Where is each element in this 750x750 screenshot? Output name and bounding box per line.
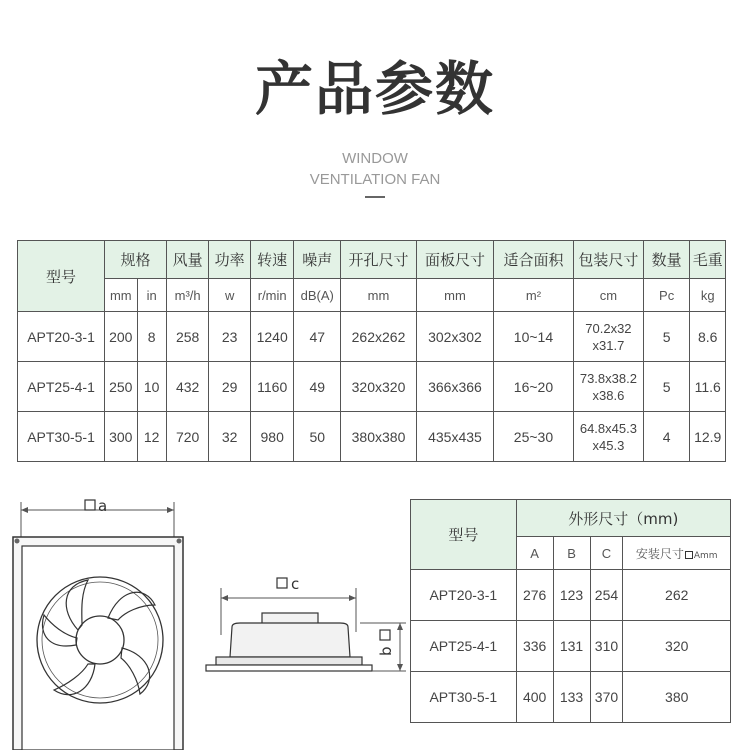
dim-cell-a: 336	[516, 621, 553, 672]
label-b: b	[377, 646, 395, 656]
spec-cell-airflow: 258	[166, 312, 209, 362]
spec-cell-power: 23	[209, 312, 251, 362]
dim-header-group: 外形尺寸（mm)	[516, 500, 730, 537]
dim-cell-c: 370	[590, 672, 623, 723]
spec-header-airflow: 风量	[166, 241, 209, 279]
package-line-2: x31.7	[592, 337, 625, 353]
dim-cell-b: 131	[553, 621, 590, 672]
spec-cell-power: 32	[209, 412, 251, 462]
package-line-1: 73.8x38.2	[579, 370, 637, 386]
spec-cell-speed: 980	[250, 412, 294, 462]
spec-unit: Pc	[643, 279, 690, 312]
spec-cell-airflow: 720	[166, 412, 209, 462]
subtitle-line-1: WINDOW	[342, 150, 408, 167]
spec-unit: r/min	[250, 279, 294, 312]
spec-cell-package	[573, 312, 643, 362]
dim-cell-mount: 380	[623, 672, 731, 723]
spec-cell-in: 8	[137, 312, 166, 362]
dim-row	[411, 672, 731, 723]
spec-row	[18, 362, 726, 412]
spec-cell-model: APT30-5-1	[18, 412, 105, 462]
spec-header-speed: 转速	[250, 241, 294, 279]
mount-label: 安装尺寸	[635, 546, 684, 561]
dim-row	[411, 621, 731, 672]
spec-cell-model: APT25-4-1	[18, 362, 105, 412]
package-line-1: 70.2x32	[585, 320, 632, 336]
dim-col-b: B	[553, 537, 590, 570]
package-line-2: x45.3	[592, 437, 625, 453]
spec-cell-noise: 47	[294, 312, 341, 362]
spec-cell-weight: 8.6	[690, 312, 726, 362]
subtitle-line-2: VENTILATION FAN	[309, 171, 441, 188]
spec-cell-airflow: 432	[166, 362, 209, 412]
fan-side-view	[206, 613, 372, 671]
spec-cell-speed: 1160	[250, 362, 294, 412]
spec-header-panel: 面板尺寸	[416, 241, 493, 279]
spec-row	[18, 412, 726, 462]
spec-cell-opening: 380x380	[341, 412, 417, 462]
spec-row	[18, 312, 726, 362]
label-c: c	[291, 575, 300, 593]
dim-cell-model: APT25-4-1	[411, 621, 517, 672]
spec-cell-panel: 302x302	[416, 312, 493, 362]
spec-cell-noise: 50	[294, 412, 341, 462]
spec-cell-opening: 320x320	[341, 362, 417, 412]
dimension-b	[360, 623, 406, 671]
spec-cell-weight: 12.9	[690, 412, 726, 462]
spec-header-noise: 噪声	[294, 241, 341, 279]
dim-cell-model: APT30-5-1	[411, 672, 517, 723]
dim-col-c: C	[590, 537, 623, 570]
spec-cell-in: 12	[137, 412, 166, 462]
dim-col-mount	[623, 537, 731, 570]
dim-cell-a: 400	[516, 672, 553, 723]
fan-dimension-drawing	[0, 480, 410, 750]
spec-cell-qty: 4	[643, 412, 690, 462]
label-a: a	[98, 497, 108, 515]
dim-header-row	[411, 500, 731, 537]
dim-header-model: 型号	[411, 500, 517, 570]
spec-header-opening: 开孔尺寸	[341, 241, 417, 279]
spec-unit: m³/h	[166, 279, 209, 312]
spec-cell-mm: 200	[105, 312, 137, 362]
spec-unit: m²	[493, 279, 573, 312]
spec-header-row	[18, 241, 726, 279]
spec-unit: w	[209, 279, 251, 312]
spec-unit: in	[137, 279, 166, 312]
spec-cell-qty: 5	[643, 312, 690, 362]
spec-cell-package	[573, 362, 643, 412]
spec-cell-opening: 262x262	[341, 312, 417, 362]
dimension-a	[21, 497, 174, 540]
spec-cell-mm: 250	[105, 362, 137, 412]
spec-cell-power: 29	[209, 362, 251, 412]
subtitle-divider	[365, 196, 385, 198]
spec-cell-in: 10	[137, 362, 166, 412]
spec-cell-panel: 366x366	[416, 362, 493, 412]
spec-cell-package	[573, 412, 643, 462]
spec-header-qty: 数量	[643, 241, 690, 279]
spec-cell-model: APT20-3-1	[18, 312, 105, 362]
dimension-table	[410, 499, 731, 723]
dim-cell-mount: 320	[623, 621, 731, 672]
spec-cell-qty: 5	[643, 362, 690, 412]
square-symbol	[685, 551, 693, 559]
spec-table	[17, 240, 726, 462]
dim-cell-b: 133	[553, 672, 590, 723]
dim-cell-model: APT20-3-1	[411, 570, 517, 621]
dim-cell-mount: 262	[623, 570, 731, 621]
spec-unit: mm	[105, 279, 137, 312]
spec-cell-area: 25~30	[493, 412, 573, 462]
dim-cell-a: 276	[516, 570, 553, 621]
dim-row	[411, 570, 731, 621]
spec-cell-area: 10~14	[493, 312, 573, 362]
spec-unit: dB(A)	[294, 279, 341, 312]
spec-cell-area: 16~20	[493, 362, 573, 412]
dim-col-a: A	[516, 537, 553, 570]
fan-front-view	[13, 537, 183, 750]
spec-cell-noise: 49	[294, 362, 341, 412]
mount-suffix: Amm	[693, 550, 718, 561]
spec-header-package: 包装尺寸	[573, 241, 643, 279]
spec-unit: kg	[690, 279, 726, 312]
spec-cell-speed: 1240	[250, 312, 294, 362]
spec-unit: mm	[416, 279, 493, 312]
package-line-1: 64.8x45.3	[579, 420, 637, 436]
spec-header-model: 型号	[18, 241, 105, 312]
spec-unit-row	[18, 279, 726, 312]
spec-header-weight: 毛重	[690, 241, 726, 279]
spec-unit: cm	[573, 279, 643, 312]
dim-cell-c: 310	[590, 621, 623, 672]
spec-cell-mm: 300	[105, 412, 137, 462]
dim-cell-c: 254	[590, 570, 623, 621]
spec-cell-weight: 11.6	[690, 362, 726, 412]
package-line-2: x38.6	[592, 387, 625, 403]
spec-header-area: 适合面积	[493, 241, 573, 279]
page-title: 产品参数	[254, 55, 495, 123]
spec-header-size: 规格	[105, 241, 167, 279]
dim-cell-b: 123	[553, 570, 590, 621]
spec-header-power: 功率	[209, 241, 251, 279]
spec-cell-panel: 435x435	[416, 412, 493, 462]
spec-unit: mm	[341, 279, 417, 312]
